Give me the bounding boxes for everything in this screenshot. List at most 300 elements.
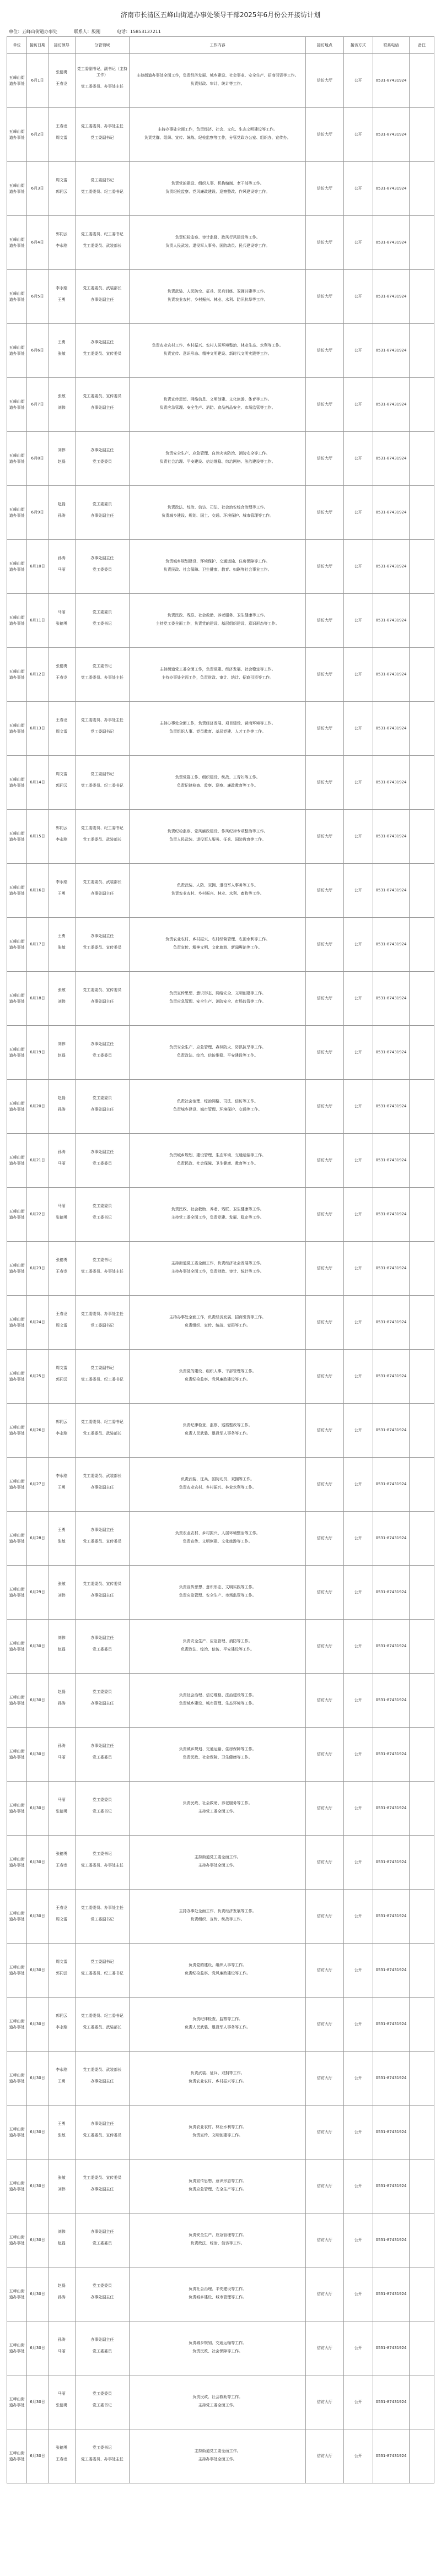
owner-name: 马丽 (57, 1755, 66, 1760)
date-cell: 6月15日 (27, 810, 48, 864)
content-text: 负责农业农村、林业水利等工作。 (189, 2124, 247, 2129)
area-text: 党工委书记 (92, 1215, 112, 1220)
area-cell (75, 972, 129, 1026)
unit-cell: 五峰山街道办事处 (7, 1026, 27, 1080)
unit-cell: 五峰山街道办事处 (7, 1512, 27, 1566)
content-cell (130, 756, 306, 810)
note-cell (410, 810, 434, 864)
content-text: 负责社会治理、信访维稳、法治建设等工作。 (179, 1692, 256, 1697)
content-cell (130, 1836, 306, 1890)
owner-name: 王勇 (57, 297, 66, 302)
owner-cell (48, 2106, 75, 2160)
date-cell: 6月25日 (27, 1350, 48, 1404)
owner-cell (48, 2375, 75, 2429)
area-text: 党工委委员、宣传委员 (83, 351, 122, 356)
area-text: 党工委委员、宣传委员 (83, 393, 122, 398)
area-cell (75, 2267, 129, 2321)
area-text: 党工委委员、纪工委书记 (80, 1377, 123, 1382)
area-text: 办事处副主任 (90, 1485, 114, 1490)
owner-name: 张德勇 (56, 1809, 68, 1814)
note-cell (410, 594, 434, 648)
date-cell: 6月30日 (27, 1890, 48, 1944)
owner-cell (48, 702, 75, 756)
unit-cell: 五峰山街道办事处 (7, 162, 27, 216)
owner-name: 刘伟 (57, 999, 66, 1004)
content-text: 负责城乡建设、城市管理、生态环境等工作。 (179, 1701, 256, 1706)
area-cell (75, 2375, 129, 2429)
unit-cell: 五峰山街道办事处 (7, 108, 27, 162)
owner-name: 赵磊 (57, 459, 66, 464)
content-text: 负责宣传、文明创建、文化旅游等工作。 (182, 1539, 252, 1544)
owner-name: 孙涛 (57, 555, 66, 560)
owner-name: 刘伟 (57, 1041, 66, 1046)
content-text: 负责民政、社会救助、养老服务等工作。 (182, 1800, 252, 1805)
table-row (7, 324, 434, 378)
unit-cell: 五峰山街道办事处 (7, 918, 27, 972)
owner-name: 张敏 (57, 1581, 66, 1586)
owner-name: 张德勇 (56, 2402, 68, 2407)
mode-cell: 公开 (343, 2321, 373, 2375)
content-text: 主持办事处全面工作。 (198, 1863, 237, 1868)
area-text: 党工委副书记 (90, 177, 114, 182)
content-cell (130, 1134, 306, 1188)
owner-name: 王勇 (57, 1527, 66, 1532)
owner-cell (48, 1404, 75, 1458)
owner-cell (48, 810, 75, 864)
area-text: 党工委委员 (92, 609, 112, 614)
owner-name: 张敏 (57, 2175, 66, 2180)
owner-name: 马丽 (57, 1161, 66, 1166)
area-text: 党工委委员、办事处主任 (80, 717, 123, 722)
content-text: 负责应急管理、安全生产、消防、食品药品安全、市场监管等工作。 (159, 405, 276, 410)
tel-cell: 0531-87431924 (373, 1512, 409, 1566)
content-text: 负责城乡建设、规划、国土、交通、环境保护、城市管理等工作。 (162, 513, 274, 518)
owner-cell (48, 1026, 75, 1080)
place-cell: 信访大厅 (306, 864, 343, 918)
area-text: 党工委委员 (92, 1647, 112, 1652)
owner-name: 孙涛 (57, 1743, 66, 1748)
owner-name: 张德勇 (56, 1215, 68, 1220)
area-cell (75, 1404, 129, 1458)
content-text: 负责武装、人民防空、征兵、民兵训练、双拥共建等工作。 (167, 289, 268, 294)
date-cell: 6月30日 (27, 1782, 48, 1836)
area-text: 党工委书记 (92, 621, 112, 626)
owner-cell (48, 1890, 75, 1944)
content-cell (130, 864, 306, 918)
note-cell (410, 1512, 434, 1566)
content-cell (130, 972, 306, 1026)
owner-cell (48, 1620, 75, 1674)
area-text: 党工委委员、武装部长 (83, 879, 122, 884)
owner-name: 周文雷 (56, 771, 68, 776)
note-cell (410, 1620, 434, 1674)
date-cell: 6月30日 (27, 1620, 48, 1674)
mode-cell: 公开 (343, 756, 373, 810)
area-cell (75, 54, 129, 108)
date-cell: 6月13日 (27, 702, 48, 756)
owner-name: 李永刚 (56, 1473, 68, 1478)
column-header: 备注 (410, 37, 434, 54)
area-text: 党工委副书记 (90, 1959, 114, 1964)
tel-cell: 0531-87431924 (373, 2267, 409, 2321)
place-cell: 信访大厅 (306, 324, 343, 378)
place-cell: 信访大厅 (306, 1242, 343, 1296)
owner-cell (48, 486, 75, 540)
note-cell (410, 270, 434, 324)
table-row (7, 972, 434, 1026)
note-cell (410, 378, 434, 432)
content-text: 主持办事处全面工作，负责财政、审计、统计、招商引资等工作。 (162, 675, 274, 680)
content-text: 负责农业农村、乡村振兴、林业水利等工作。 (179, 1485, 256, 1490)
area-text: 办事处副主任 (90, 297, 114, 302)
owner-name: 马丽 (57, 567, 66, 572)
owner-cell (48, 1674, 75, 1728)
unit-cell: 五峰山街道办事处 (7, 1080, 27, 1134)
tel-cell: 0531-87431924 (373, 810, 409, 864)
content-text: 主持办事处全面工作，负责财政、审计、统计等工作。 (171, 1269, 264, 1274)
area-text: 办事处副主任 (90, 1635, 114, 1640)
content-text: 主持党工委全面工作。 (198, 1809, 237, 1814)
place-cell: 信访大厅 (306, 2160, 343, 2214)
tel-cell: 0531-87431924 (373, 1296, 409, 1350)
column-header: 联系电话 (373, 37, 409, 54)
date-cell: 6月18日 (27, 972, 48, 1026)
area-text: 党工委委员、武装部长 (83, 1431, 122, 1436)
note-cell (410, 1728, 434, 1782)
content-text: 负责纪检监察、党风廉政建设、作风纪律专项整治等工作。 (167, 829, 268, 834)
area-cell (75, 432, 129, 486)
area-cell (75, 594, 129, 648)
table-row (7, 1944, 434, 1998)
content-cell (130, 1404, 306, 1458)
area-text: 党工委委员 (92, 459, 112, 464)
area-text: 党工委委员、武装部长 (83, 2025, 122, 2030)
area-cell (75, 1188, 129, 1242)
content-text: 负责宣传思想、意识形态、文明实践等工作。 (179, 1584, 256, 1589)
content-text: 负责民政、社会保障、卫生健康、教育等工作。 (177, 1161, 259, 1166)
owner-name: 周文雷 (56, 1323, 68, 1328)
owner-name: 赵磊 (57, 2283, 66, 2288)
content-text: 负责纪律检查、监察、巡察整改等工作。 (182, 1422, 252, 1427)
place-cell: 信访大厅 (306, 1782, 343, 1836)
owner-name: 刘伟 (57, 447, 66, 452)
area-text: 办事处副主任 (90, 2229, 114, 2234)
content-text: 负责安全生产、应急管理、森林防火、防汛抗旱等工作。 (169, 1045, 266, 1049)
unit-cell: 五峰山街道办事处 (7, 2214, 27, 2267)
area-text: 党工委委员、办事处主任 (80, 123, 123, 128)
phone-label: 电话：15853137211 (117, 29, 161, 34)
owner-name: 孙涛 (57, 513, 66, 518)
table-row (7, 1836, 434, 1890)
note-cell (410, 1566, 434, 1620)
content-text: 负责组织、宣传、统战等工作。 (190, 1917, 245, 1922)
mode-cell: 公开 (343, 1512, 373, 1566)
area-text: 党工委委员、纪工委书记 (80, 783, 123, 788)
unit-cell: 五峰山街道办事处 (7, 270, 27, 324)
note-cell (410, 648, 434, 702)
area-text: 党工委副书记 (90, 135, 114, 140)
content-text: 负责宣传、精神文明、文化旅游、新闻舆论等工作。 (173, 945, 262, 950)
area-text: 办事处副主任 (90, 1743, 114, 1748)
note-cell (410, 2106, 434, 2160)
unit-cell: 五峰山街道办事处 (7, 756, 27, 810)
owner-name: 赵磊 (57, 1053, 66, 1058)
unit-cell: 五峰山街道办事处 (7, 1296, 27, 1350)
area-cell (75, 2429, 129, 2483)
content-cell (130, 2429, 306, 2483)
table-row (7, 1026, 434, 1080)
area-text: 党工委委员、武装部长 (83, 285, 122, 290)
content-text: 负责农业农村、乡村振兴、林业、水利、防汛抗旱等工作。 (167, 297, 268, 302)
unit-label: 单位：五峰山街道办事处 (9, 29, 57, 34)
tel-cell: 0531-87431924 (373, 1080, 409, 1134)
note-cell (410, 540, 434, 594)
owner-name: 孙涛 (57, 2337, 66, 2342)
area-text: 党工委副书记 (90, 1365, 114, 1370)
date-cell: 6月30日 (27, 2214, 48, 2267)
area-cell (75, 1998, 129, 2052)
area-cell (75, 378, 129, 432)
area-cell (75, 1674, 129, 1728)
content-text: 负责政法、综治、信访、平安建设等工作。 (181, 1647, 255, 1652)
content-text: 负责城乡建设、城市管理等工作。 (189, 2294, 247, 2299)
content-text: 主持街道党工委全面工作，负责经济社会发展等工作。 (171, 1260, 264, 1265)
mode-cell: 公开 (343, 1242, 373, 1296)
area-cell (75, 1944, 129, 1998)
content-text: 负责人民武装、退役军人事务等工作。 (185, 1431, 251, 1436)
content-cell (130, 216, 306, 270)
owner-cell (48, 1296, 75, 1350)
note-cell (410, 324, 434, 378)
date-cell: 6月16日 (27, 864, 48, 918)
area-text: 党工委书记 (92, 1851, 112, 1856)
content-text: 负责社会治理、综治网格、司法、信访等工作。 (177, 1098, 259, 1103)
owner-cell (48, 1836, 75, 1890)
owner-cell (48, 162, 75, 216)
unit-cell: 五峰山街道办事处 (7, 2106, 27, 2160)
content-text: 负责民政、社会救助等工作。 (192, 2394, 243, 2399)
tel-cell: 0531-87431924 (373, 108, 409, 162)
content-text: 负责社会治理、平安建设、信访维稳、综治网格、法治建设等工作。 (159, 459, 276, 464)
note-cell (410, 2321, 434, 2375)
unit-cell: 五峰山街道办事处 (7, 216, 27, 270)
owner-cell (48, 2429, 75, 2483)
table-row (7, 1458, 434, 1512)
contact-label: 联系人：殷刚 (74, 29, 100, 34)
place-cell: 信访大厅 (306, 2052, 343, 2106)
content-text: 负责纪律检查、监察等工作。 (192, 2016, 243, 2021)
owner-cell (48, 2052, 75, 2106)
area-cell (75, 1080, 129, 1134)
area-cell (75, 2052, 129, 2106)
owner-cell (48, 378, 75, 432)
owner-name: 周文雷 (56, 177, 68, 182)
area-text: 党工委委员、办事处主任 (80, 1269, 123, 1274)
unit-cell: 五峰山街道办事处 (7, 972, 27, 1026)
content-text: 主持街道党工委全面工作，负责党建、经济发展、社会稳定等工作。 (159, 667, 276, 672)
content-cell (130, 918, 306, 972)
place-cell: 信访大厅 (306, 54, 343, 108)
tel-cell: 0531-87431924 (373, 648, 409, 702)
content-text: 负责宣传、意识形态、精神文明建设、新时代文明实践等工作。 (163, 351, 272, 356)
tel-cell: 0531-87431924 (373, 1890, 409, 1944)
unit-cell: 五峰山街道办事处 (7, 1728, 27, 1782)
mode-cell: 公开 (343, 918, 373, 972)
content-cell (130, 54, 306, 108)
area-text: 党工委书记 (92, 2445, 112, 2450)
owner-name: 马丽 (57, 2348, 66, 2353)
unit-cell: 五峰山街道办事处 (7, 540, 27, 594)
owner-cell (48, 918, 75, 972)
place-cell: 信访大厅 (306, 972, 343, 1026)
content-cell (130, 2375, 306, 2429)
unit-cell: 五峰山街道办事处 (7, 1134, 27, 1188)
content-text: 主持办事处全面工作。 (198, 2456, 237, 2461)
place-cell: 信访大厅 (306, 1296, 343, 1350)
content-cell (130, 2321, 306, 2375)
place-cell: 信访大厅 (306, 486, 343, 540)
place-cell: 信访大厅 (306, 378, 343, 432)
content-text: 负责党的建设、组织人事、干部管理等工作。 (179, 1368, 256, 1373)
owner-name: 郭同云 (56, 783, 68, 788)
content-cell (130, 432, 306, 486)
date-cell: 6月30日 (27, 1836, 48, 1890)
owner-name: 王春龙 (56, 1905, 68, 1910)
content-text: 负责民政、残联、社会救助、养老服务、卫生健康等工作。 (167, 613, 268, 618)
table-row (7, 1998, 434, 2052)
area-text: 党工委委员、宣传委员 (83, 1539, 122, 1544)
area-cell (75, 2160, 129, 2214)
owner-cell (48, 756, 75, 810)
place-cell: 信访大厅 (306, 1026, 343, 1080)
owner-cell (48, 2267, 75, 2321)
area-text: 党工委委员 (92, 2391, 112, 2396)
mode-cell: 公开 (343, 1566, 373, 1620)
owner-cell (48, 54, 75, 108)
note-cell (410, 54, 434, 108)
table-row (7, 486, 434, 540)
mode-cell: 公开 (343, 1458, 373, 1512)
table-row (7, 378, 434, 432)
content-text: 负责农业农村、乡村振兴、农村经营管理、农田水利等工作。 (165, 937, 270, 941)
table-row (7, 1728, 434, 1782)
unit-cell: 五峰山街道办事处 (7, 1782, 27, 1836)
mode-cell: 公开 (343, 1836, 373, 1890)
content-text: 负责城乡规划、交通运输、住房保障等工作。 (179, 1746, 256, 1751)
table-row (7, 432, 434, 486)
date-cell: 6月4日 (27, 216, 48, 270)
mode-cell: 公开 (343, 2052, 373, 2106)
owner-name: 刘伟 (57, 2229, 66, 2234)
note-cell (410, 1188, 434, 1242)
table-row (7, 2321, 434, 2375)
table-row (7, 540, 434, 594)
place-cell: 信访大厅 (306, 1188, 343, 1242)
content-text: 负责纪检监察、党风廉政建设、巡察整改、作风建设等工作。 (165, 189, 270, 194)
content-cell (130, 2052, 306, 2106)
owner-cell (48, 1512, 75, 1566)
owner-name: 张敏 (57, 987, 66, 992)
area-text: 党工委副书记，副书记（主持工作） (77, 67, 127, 77)
table-row (7, 2214, 434, 2267)
mode-cell: 公开 (343, 2160, 373, 2214)
owner-name: 王春龙 (56, 1863, 68, 1868)
content-text: 负责民政、社会保障等工作。 (192, 2348, 243, 2353)
content-cell (130, 1674, 306, 1728)
schedule-table (7, 36, 434, 2483)
owner-name: 张德勇 (56, 621, 68, 626)
owner-name: 王勇 (57, 339, 66, 344)
content-cell (130, 648, 306, 702)
owner-name: 马丽 (57, 1203, 66, 1208)
owner-name: 张德勇 (56, 2445, 68, 2450)
date-cell: 6月30日 (27, 2267, 48, 2321)
content-text: 负责人民武装、退役军人服务、征兵、国防教育等工作。 (169, 837, 266, 842)
note-cell (410, 1836, 434, 1890)
note-cell (410, 2052, 434, 2106)
owner-name: 赵磊 (57, 2241, 66, 2245)
area-text: 党工委副书记 (90, 771, 114, 776)
owner-name: 郭同云 (56, 231, 68, 236)
unit-cell: 五峰山街道办事处 (7, 810, 27, 864)
content-cell (130, 270, 306, 324)
table-row (7, 2160, 434, 2214)
mode-cell: 公开 (343, 702, 373, 756)
place-cell: 信访大厅 (306, 270, 343, 324)
note-cell (410, 2429, 434, 2483)
tel-cell: 0531-87431924 (373, 2429, 409, 2483)
tel-cell: 0531-87431924 (373, 2321, 409, 2375)
owner-name: 郭同云 (56, 2013, 68, 2018)
date-cell: 6月30日 (27, 1944, 48, 1998)
area-text: 党工委委员、纪工委书记 (80, 231, 123, 236)
mode-cell: 公开 (343, 1674, 373, 1728)
area-text: 党工委书记 (92, 2402, 112, 2407)
note-cell (410, 1242, 434, 1296)
tel-cell: 0531-87431924 (373, 1026, 409, 1080)
table-row (7, 1782, 434, 1836)
unit-cell: 五峰山街道办事处 (7, 1674, 27, 1728)
table-row (7, 108, 434, 162)
area-cell (75, 864, 129, 918)
content-cell (130, 2267, 306, 2321)
place-cell: 信访大厅 (306, 1998, 343, 2052)
owner-name: 王勇 (57, 2121, 66, 2126)
content-text: 负责农业农村工作、乡村振兴、农村人居环境整治、林业生态、水利等工作。 (152, 343, 283, 348)
table-row (7, 702, 434, 756)
owner-name: 李永刚 (56, 243, 68, 248)
unit-cell: 五峰山街道办事处 (7, 1350, 27, 1404)
owner-name: 李永刚 (56, 2025, 68, 2030)
owner-name: 张德勇 (56, 1851, 68, 1856)
content-text: 负责纪检监察、党风廉政建设等工作。 (185, 1377, 251, 1382)
content-text: 负责人民武装、退役军人事务、国防动员、民兵建设等工作。 (165, 243, 270, 248)
content-text: 负责宣传思想、意识形态等工作。 (189, 2178, 247, 2183)
tel-cell: 0531-87431924 (373, 378, 409, 432)
owner-name: 王春龙 (56, 81, 68, 86)
owner-name: 王勇 (57, 1485, 66, 1490)
content-text: 负责城乡规划、交通运输等工作。 (189, 2340, 247, 2345)
content-cell (130, 324, 306, 378)
area-cell (75, 2106, 129, 2160)
content-text: 负责宣传、文明创建等工作。 (192, 2133, 243, 2137)
area-text: 党工委委员 (92, 1797, 112, 1802)
unit-cell: 五峰山街道办事处 (7, 1620, 27, 1674)
unit-cell: 五峰山街道办事处 (7, 1458, 27, 1512)
area-text: 党工委委员、办事处主任 (80, 675, 123, 680)
owner-name: 刘伟 (57, 1593, 66, 1598)
content-text: 负责党的建设、组织人事等工作。 (189, 1962, 247, 1967)
